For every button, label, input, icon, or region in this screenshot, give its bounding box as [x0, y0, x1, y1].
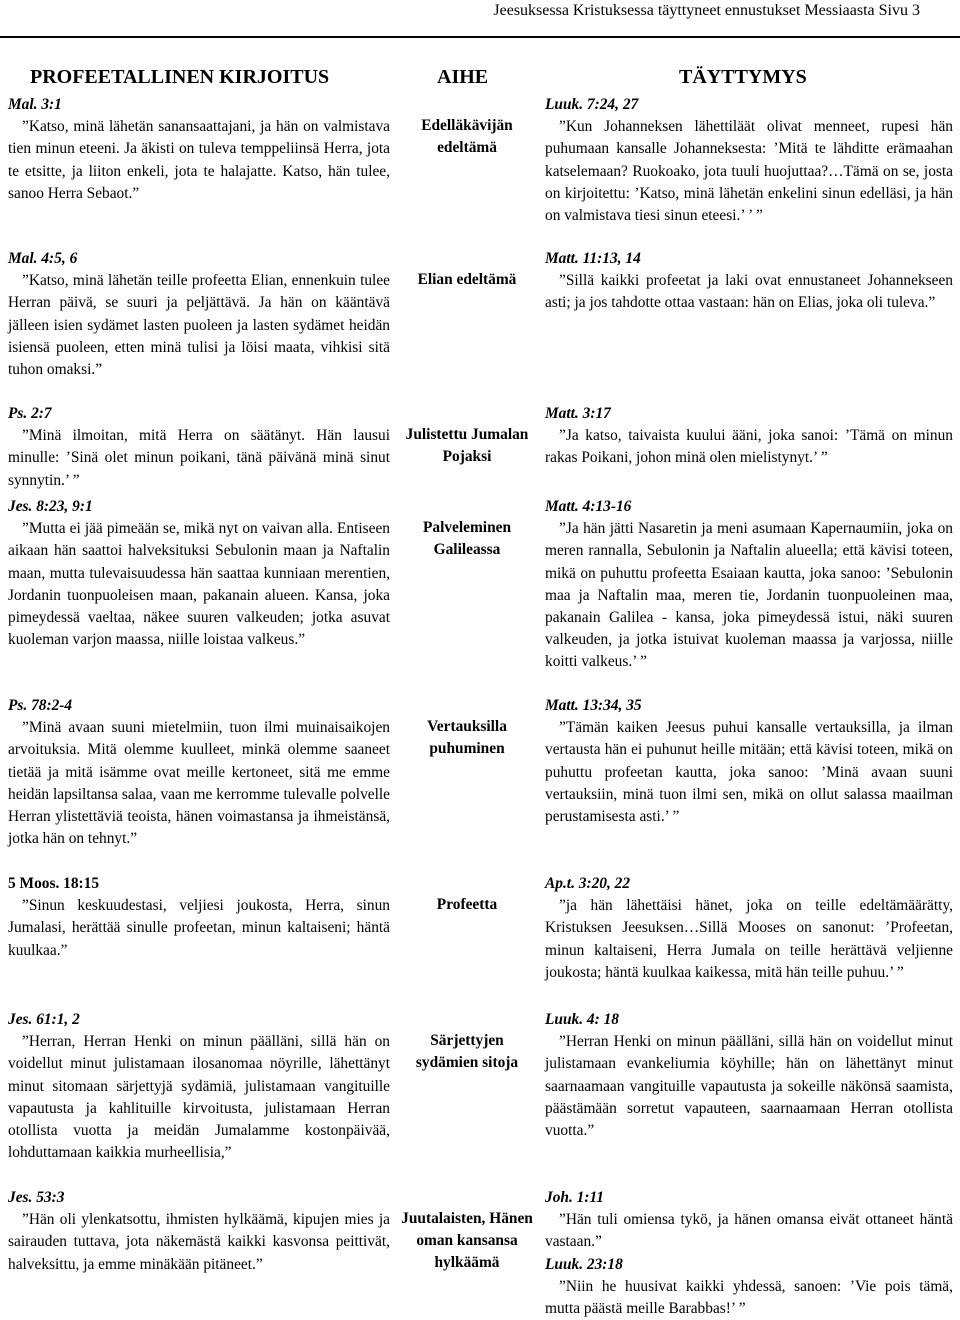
theme-text: Juutalaisten, Hänen oman kansansa hylkäämä: [401, 1210, 533, 1271]
prophetic-reference: Jes. 8:23, 9:1: [8, 498, 93, 515]
theme-cell: [398, 1187, 536, 1274]
theme-text: Edelläkävijän edeltämä: [421, 117, 513, 156]
theme-text: Särjettyjen sydämien sitoja: [415, 1032, 519, 1071]
prophetic-reference: Mal. 3:1: [8, 96, 62, 113]
theme-cell: [398, 1009, 536, 1074]
fulfilment-text: ”Hän tuli omiensa tykö, ja hänen omansa eivät ottaneet häntä vastaan.”: [545, 1211, 953, 1251]
fulfilment-reference: Matt. 11:13, 14: [545, 250, 641, 267]
prophetic-reference: Ps. 78:2-4: [8, 697, 73, 714]
fulfilment-reference: Luuk. 4: 18: [545, 1011, 619, 1028]
column-header-theme: AIHE: [437, 66, 489, 88]
prophetic-cell: [8, 695, 390, 850]
fulfilment-cell: [545, 1009, 953, 1142]
fulfilment-text: ”Herran Henki on minun päälläni, sillä hän on voidellut minut julistamaan evankeliumia köyhille; hän on lähettänyt minut saarnaamaan vangituille vapautusta ja sokeille näkönsä saamista, päästämään sorretut vapauteen, saarnaamaan Herran otollista vuotta.”: [545, 1033, 953, 1140]
prophetic-reference: Ps. 2:7: [8, 405, 52, 422]
prophetic-reference: 5 Moos. 18:15: [8, 875, 100, 892]
fulfilment-reference-2: Luuk. 23:18: [545, 1255, 623, 1273]
fulfilment-text-2: ”Niin he huusivat kaikki yhdessä, sanoen: ’Vie pois tämä, mutta päästä meille Barabbas!’ ”: [545, 1277, 953, 1318]
table-row: [0, 94, 960, 248]
page-header: Jeesuksessa Kristuksessa täyttyneet ennustukset Messiaasta Sivu 3: [493, 2, 920, 19]
table-row: [0, 248, 960, 403]
prophetic-cell: [8, 94, 390, 205]
prophecy-table: [0, 94, 960, 1317]
prophetic-text: ”Katso, minä lähetän teille profeetta Elian, ennenkuin tulee Herran päivä, se suuri ja peljättävä. Ja hän on kääntävä jälleen isien sydämet lasten puoleen ja lasten sydämet heidän isiensä puoleen, etten minä tulisi ja löisi maata, vihkisi sitä tuhon omaksi.”: [8, 272, 390, 379]
prophetic-text: ”Mutta ei jää pimeään se, mikä nyt on vaivan alla. Entiseen aikaan hän saattoi halveksituksi Sebulonin maan ja Naftalin maan, mutta tulevaisuudessa hän saattaa kunniaan merentien, Jordanin tuonpuoleisen maan, pakanain alueen. Kansa, joka pimeydessä vaeltaa, näkee suuren valkeuden; jotka asuvat kuoleman varjon maassa, niille loistaa valkeus.”: [8, 520, 390, 649]
table-row: [0, 695, 960, 873]
prophetic-reference: Jes. 53:3: [8, 1189, 65, 1206]
fulfilment-cell: [545, 873, 953, 984]
fulfilment-cell: [545, 496, 953, 674]
theme-cell: [398, 403, 536, 468]
table-row: [0, 1009, 960, 1187]
prophetic-reference: Jes. 61:1, 2: [8, 1011, 80, 1028]
fulfilment-reference: Luuk. 7:24, 27: [545, 96, 639, 113]
theme-cell: [398, 94, 536, 159]
table-row: [0, 873, 960, 1009]
column-headers: [0, 66, 960, 92]
fulfilment-text: ”Ja katso, taivaista kuului ääni, joka sanoi: ’Tämä on minun rakas Poikani, johon minä olen mielistynyt.’ ”: [545, 427, 953, 467]
theme-text: Julistettu Jumalan Pojaksi: [405, 426, 529, 465]
table-row: [0, 403, 960, 496]
prophetic-text: ”Katso, minä lähetän sanansaattajani, ja hän on valmistava tien minun eteeni. Ja äkisti on tuleva temppeliinsä Herra, jota te etsitte, ja liiton enkeli, jota te halajatte. Katso, hän tulee, sanoo Herra Sebaot.”: [8, 118, 390, 202]
theme-text: Profeetta: [436, 896, 498, 913]
column-header-fulfilment: TÄYTTYMYS: [679, 66, 807, 88]
table-row: [0, 1187, 960, 1317]
fulfilment-text: ”Kun Johanneksen lähettiläät olivat menneet, rupesi hän puhumaan kansalle Johanneksesta: ’Mitä te lähditte erämaahan katselemaan? Ruokoako, jota tuuli huojuttaa?…Tämä on se, josta on kirjoitettu: ’Katso, minä lähetän enkelini sinun edelläsi, ja hän on valmistava tiesi sinun eteesi.’ ’ ”: [545, 118, 953, 225]
prophetic-cell: [8, 496, 390, 651]
fulfilment-text: ”Sillä kaikki profeetat ja laki ovat ennustaneet Johannekseen asti; ja jos tahdotte ottaa vastaan: hän on Elias, joka oli tuleva.”: [545, 272, 953, 312]
theme-text: Vertauksilla puhuminen: [427, 718, 507, 757]
prophetic-cell: [8, 403, 390, 492]
fulfilment-cell: [545, 1187, 953, 1320]
fulfilment-cell: [545, 94, 953, 227]
fulfilment-text: ”Ja hän jätti Nasaretin ja meni asumaan Kapernaumiin, joka on meren rannalla, Sebulonin ja Naftalin alueella; että kävisi toteen, mikä on puhuttu profeetta Esaiaan kautta, joka sanoo: ’Sebulonin maa ja Naftalin maa, meren tie, Jordanin tuonpuoleinen maa, pakanain Galilea - kansa, joka pimeydessä istui, näki suuren valkeuden, ja jotka istuivat kuoleman maassa ja varjossa, niille koitti valkeus.’ ”: [545, 520, 953, 671]
prophetic-text: ”Minä ilmoitan, mitä Herra on säätänyt. Hän lausui minulle: ’Sinä olet minun poikani, tänä päivänä minä sinut synnytin.’ ”: [8, 427, 390, 489]
table-row: [0, 496, 960, 695]
prophetic-text: ”Minä avaan suuni mietelmiin, tuon ilmi muinaisaikojen arvoituksia. Mitä olemme kuulleet, minkä olemme saaneet tietää ja mitä isämme ovat meille kertoneet, sitä me emme heidän lapsiltansa salaa, vaan me kerromme tulevalle polvelle Herran ylistettäviä teoista, hänen voimastansa ja ihmeistänsä, jotka hän on tehnyt.”: [8, 719, 390, 848]
fulfilment-reference: Joh. 1:11: [545, 1189, 605, 1206]
prophetic-text: ”Hän oli ylenkatsottu, ihmisten hylkäämä, kipujen mies ja sairauden tuttava, jota näkemästä kaikki kasvonsa peittivät, halveksittu, ja emme minäkään pitäneet.”: [8, 1211, 390, 1273]
prophetic-reference: Mal. 4:5, 6: [8, 250, 78, 267]
prophetic-cell: [8, 873, 390, 962]
fulfilment-cell: [545, 403, 953, 470]
fulfilment-cell: [545, 695, 953, 828]
prophetic-text: ”Herran, Herran Henki on minun päälläni, sillä hän on voidellut minut julistamaan ilosanomaa nöyrille, lähettänyt minut sitomaan särjettyjä sydämiä, julistamaan vangituille vapautusta ja kahlituille kirvoitusta, julistamaan Herran otollista vuotta ja meidän Jumalamme kostonpäivää, lohduttamaan kaikkia murheellisia,”: [8, 1033, 390, 1162]
fulfilment-reference: Matt. 4:13-16: [545, 498, 632, 515]
theme-text: Palveleminen Galileassa: [422, 519, 512, 558]
prophetic-text: ”Sinun keskuudestasi, veljiesi joukosta, Herra, sinun Jumalasi, herättää sinulle profeetan, minun kaltaiseni; häntä kuulkaa.”: [8, 897, 390, 959]
theme-text: Elian edeltämä: [417, 271, 517, 288]
theme-cell: [398, 248, 536, 291]
theme-cell: [398, 496, 536, 561]
fulfilment-text: ”ja hän lähettäisi hänet, joka on teille edeltämäärätty, Kristuksen Jeesuksen…Sillä Mooses on sanonut: ’Profeetan, minun kaltaiseni, Herra Jumala on teille herättävä veljienne joukosta; häntä kuulkaa kaikessa, mitä hän teille puhuu.’ ”: [545, 897, 953, 981]
theme-cell: [398, 873, 536, 916]
fulfilment-reference: Ap.t. 3:20, 22: [545, 875, 631, 892]
fulfilment-text: ”Tämän kaiken Jeesus puhui kansalle vertauksilla, ja ilman vertausta hän ei puhunut heille mitään; että kävisi toteen, mikä on puhuttu profeetan kautta, joka sanoo: ’Minä avaan suuni vertauksiin, minä tuon ilmi sen, mikä on ollut salassa maailman perustamisesta asti.’ ”: [545, 719, 953, 826]
column-header-prophetic: PROFEETALLINEN KIRJOITUS: [30, 66, 330, 88]
fulfilment-cell: [545, 248, 953, 315]
prophetic-cell: [8, 1009, 390, 1164]
theme-cell: [398, 695, 536, 760]
prophetic-cell: [8, 1187, 390, 1276]
fulfilment-reference: Matt. 13:34, 35: [545, 697, 642, 714]
prophetic-cell: [8, 248, 390, 381]
header-rule: [0, 36, 960, 38]
fulfilment-reference: Matt. 3:17: [545, 405, 611, 422]
